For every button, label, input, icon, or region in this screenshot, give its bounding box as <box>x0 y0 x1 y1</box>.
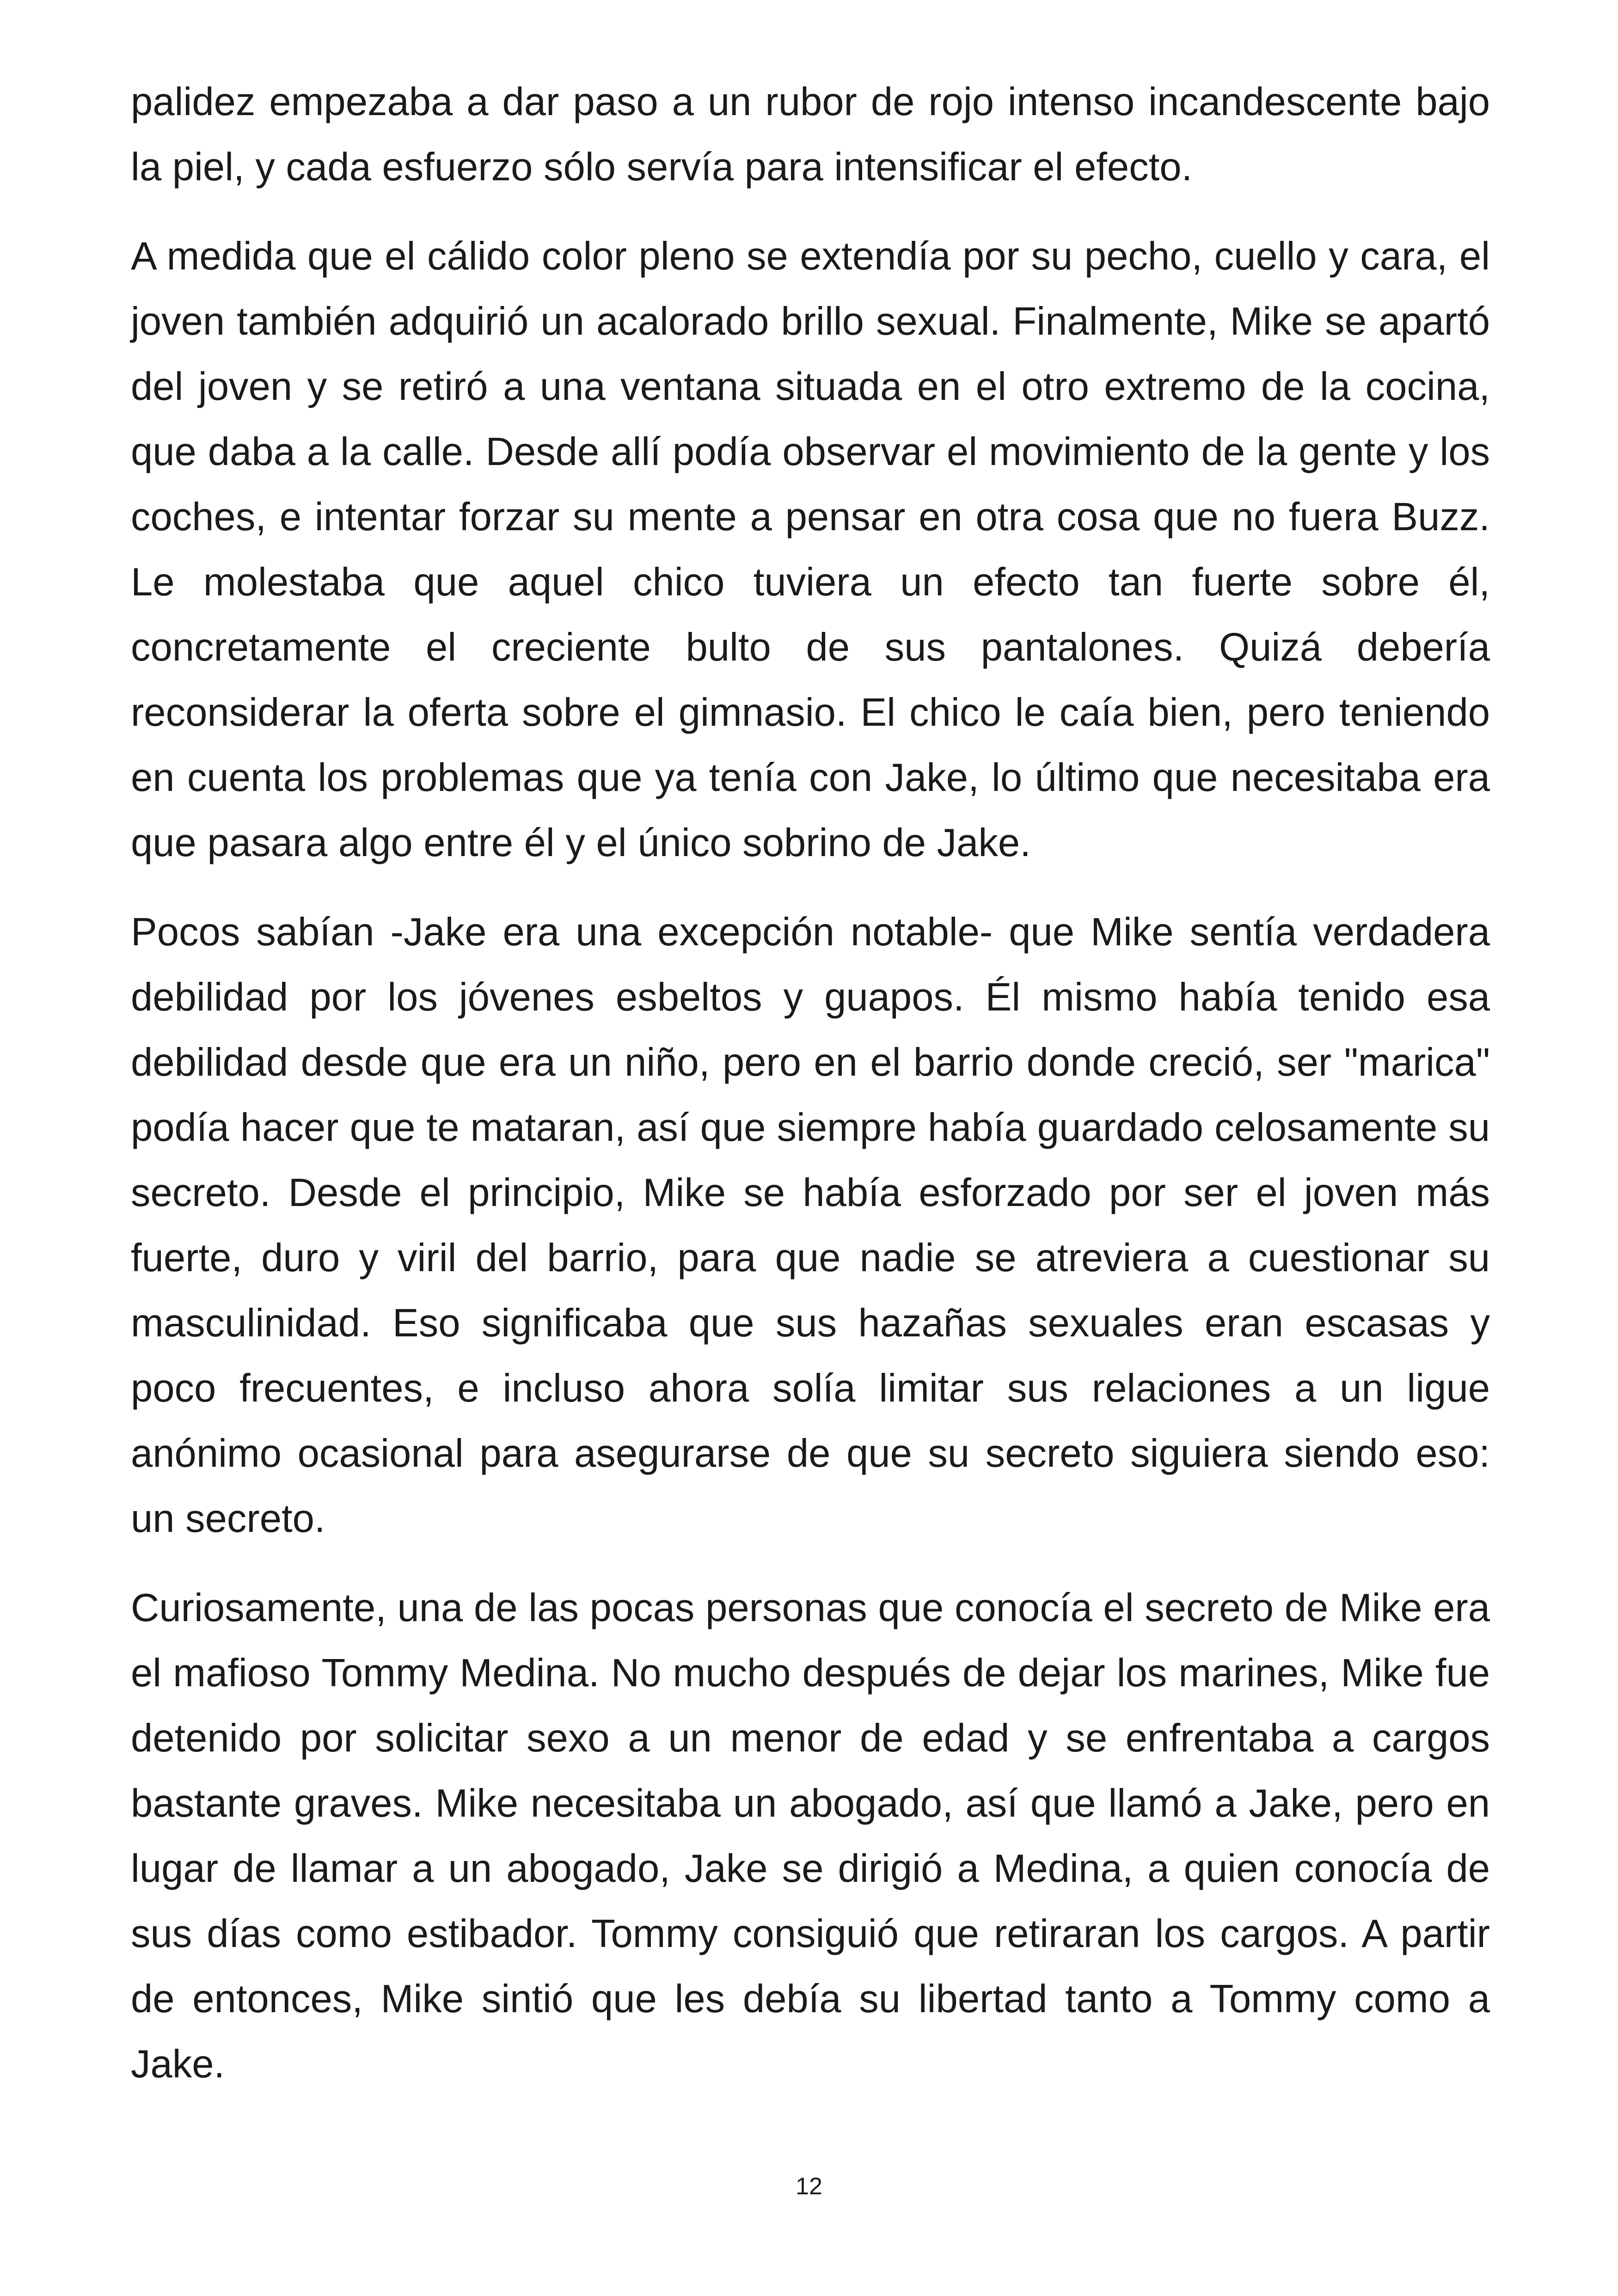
paragraph: palidez empezaba a dar paso a un rubor de rojo intenso incandescente bajo la piel, y cada esfuerzo sólo servía para intensificar el efecto. <box>131 80 1490 189</box>
page-number: 12 <box>796 2173 822 2200</box>
paragraph: Pocos sabían -Jake era una excepción notable- que Mike sentía verdadera debilidad por los jóvenes esbeltos y guapos. Él mismo había tenido esa debilidad desde que era un niño, pero en el barrio donde creció, ser "marica" podía hacer que te mataran, así que siempre había guardado celosamente su secreto. Desde el principio, Mike se había esforzado por ser el joven más fuerte, duro y viril del barrio, para que nadie se atreviera a cuestionar su masculinidad. Eso significaba que sus hazañas sexuales eran escasas y poco frecuentes, e incluso ahora solía limitar sus relaciones a un ligue anónimo ocasional para asegurarse de que su secreto siguiera siendo eso: un secreto. <box>131 910 1490 1541</box>
paragraph: Curiosamente, una de las pocas personas que conocía el secreto de Mike era el mafioso Tommy Medina. No mucho después de dejar los marines, Mike fue detenido por solicitar sexo a un menor de edad y se enfrentaba a cargos bastante graves. Mike necesitaba un abogado, así que llamó a Jake, pero en lugar de llamar a un abogado, Jake se dirigió a Medina, a quien conocía de sus días como estibador. Tommy consiguió que retiraran los cargos. A partir de entonces, Mike sintió que les debía su libertad tanto a Tommy como a Jake. <box>131 1586 1490 2086</box>
body-text <box>131 69 1490 2121</box>
paragraph: A medida que el cálido color pleno se extendía por su pecho, cuello y cara, el joven también adquirió un acalorado brillo sexual. Finalmente, Mike se apartó del joven y se retiró a una ventana situada en el otro extremo de la cocina, que daba a la calle. Desde allí podía observar el movimiento de la gente y los coches, e intentar forzar su mente a pensar en otra cosa que no fuera Buzz. Le molestaba que aquel chico tuviera un efecto tan fuerte sobre él, concretamente el creciente bulto de sus pantalones. Quizá debería reconsiderar la oferta sobre el gimnasio. El chico le caía bien, pero teniendo en cuenta los problemas que ya tenía con Jake, lo último que necesitaba era que pasara algo entre él y el único sobrino de Jake. <box>131 234 1490 865</box>
